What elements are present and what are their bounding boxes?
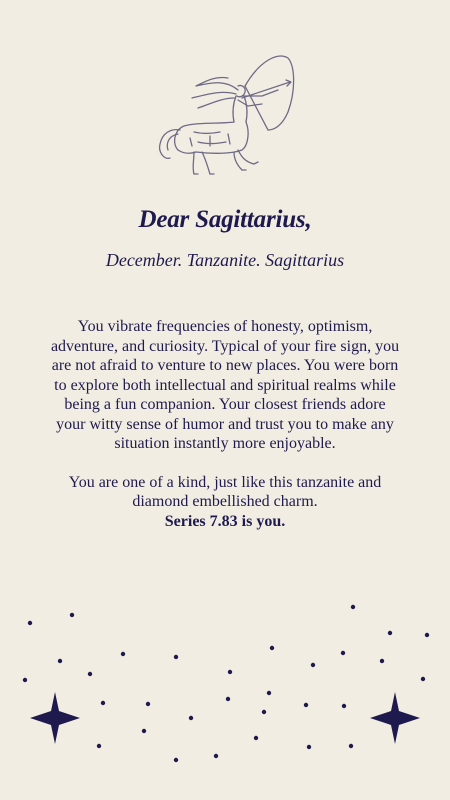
series-closing: Series 7.83 is you. bbox=[164, 512, 286, 530]
horoscope-text bbox=[50, 317, 400, 531]
charm-text: You are one of a kind, just like this tanzanite and diamond embellished charm. bbox=[68, 473, 382, 510]
charm-paragraph bbox=[50, 473, 400, 532]
description-paragraph: You vibrate frequencies of honesty, optimism, adventure, and curiosity. Typical of your fire sign, you are not afraid to venture to new places. You were born to explore both intellectual and spiritual realms while being a fun companion. Your closest friends adore your witty sense of humor and trust you to make any situation instantly more enjoyable. bbox=[50, 318, 400, 452]
starfield-icon bbox=[0, 590, 450, 800]
page-title: Dear Sagittarius, bbox=[138, 206, 312, 233]
page-subtitle: December. Tanzanite. Sagittarius bbox=[105, 250, 345, 270]
sagittarius-centaur-illustration bbox=[150, 50, 300, 180]
